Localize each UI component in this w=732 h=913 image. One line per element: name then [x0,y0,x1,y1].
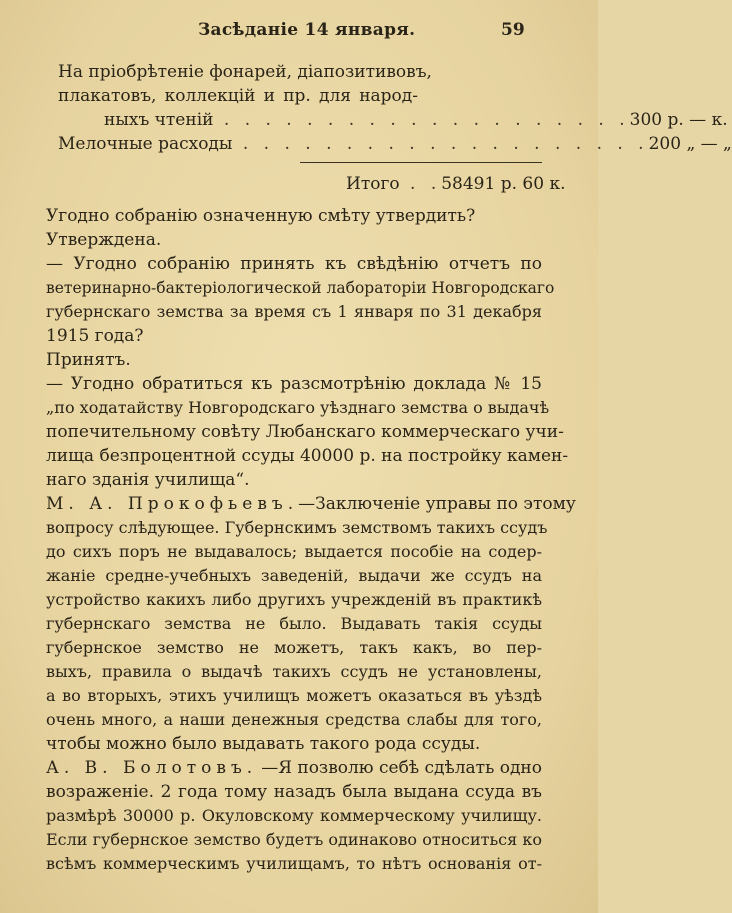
text-line: устройство какихъ либо другихъ учрежденій въ практикѣ [46,590,542,609]
speech-text: —Заключеніе управы по этому [298,494,576,514]
leader-dots: . . . . . . . . . . . . . . . . . . . . [213,110,630,130]
budget-item-row [58,132,732,156]
page-number: 59 [501,20,525,40]
text-line: очень много, а наши денежныя средства слабы для того, [46,710,542,729]
text-line: „по ходатайству Новгородскаго уѣзднаго земства о выдачѣ [46,398,550,417]
text-line: наго зданія училища“. [46,470,250,490]
speaker-name: А. В. Болотовъ. [46,758,258,778]
text-line: лища безпроцентной ссуды 40000 р. на постройку камен- [46,446,569,466]
budget-item-amount: 200 „ — „ [648,134,732,154]
text-line: губернскаго земства за время съ 1 января по 31 декабря [46,302,542,321]
text-line: Принятъ. [46,350,131,370]
speaker-name: М. А. Прокофьевъ. [46,494,299,514]
budget-total-label: Итого [346,174,400,194]
speech-text: —Я позволю себѣ сдѣлать одно [261,758,542,778]
text-line: губернскаго земства не было. Выдавать такія ссуды [46,614,542,633]
sum-rule [300,162,542,163]
budget-total-row [346,172,566,196]
leader-dots: . . [399,174,442,194]
speaker-line [46,756,542,780]
budget-item-text: На пріобрѣтеніе фонарей, діапозитивовъ, [58,62,432,82]
text-line: чтобы можно было выдавать такого рода ссуды. [46,734,481,754]
text-line: всѣмъ коммерческимъ училищамъ, то нѣтъ основанія от- [46,854,542,873]
text-line: попечительному совѣту Любанскаго коммерческаго учи- [46,422,564,442]
budget-item-label: Мелочные расходы [58,134,233,154]
running-title: Засѣданіе 14 января. [198,20,416,40]
text-line: до сихъ поръ не выдавалось; выдается пособіе на содер- [46,542,542,561]
text-line: ветеринарно-бактеріологической лабораторіи Новгородскаго [46,279,555,297]
text-line: Утверждена. [46,230,162,250]
text-line: а во вторыхъ, этихъ училищъ можетъ оказаться въ уѣздѣ [46,686,542,705]
budget-total-amount: 58491 р. 60 к. [441,174,566,194]
text-line: губернское земство не можетъ, такъ какъ, во пер- [46,638,542,657]
speaker-line [46,492,576,516]
text-line: выхъ, правила о выдачѣ такихъ ссудъ не установлены, [46,662,542,681]
budget-item-amount: 300 р. — к. [629,110,728,130]
running-header [0,18,598,42]
text-line: возраженіе. 2 года тому назадъ была выдана ссуда въ [46,782,542,802]
text-line: Если губернское земство будетъ одинаково относиться ко [46,830,542,849]
text-line: Угодно собранію означенную смѣту утвердить? [46,206,476,226]
text-line: размѣрѣ 30000 р. Окуловскому коммерческому училищу. [46,806,542,825]
text-line: — Угодно обратиться къ разсмотрѣнію доклада № 15 [46,374,542,394]
budget-item-label: ныхъ чтеній [104,110,214,130]
leader-dots: . . . . . . . . . . . . . . . . . . . . [232,134,649,154]
budget-item-row [104,108,728,132]
text-line: жаніе средне-учебныхъ заведеній, выдачи же ссудъ на [46,566,542,585]
text-line: 1915 года? [46,326,144,346]
text-line: — Угодно собранію принять къ свѣдѣнію отчетъ по [46,254,542,274]
text-line: вопросу слѣдующее. Губернскимъ земствомъ такихъ ссудъ [46,518,548,537]
budget-item-text: плакатовъ, коллекцій и пр. для народ- [58,86,418,106]
